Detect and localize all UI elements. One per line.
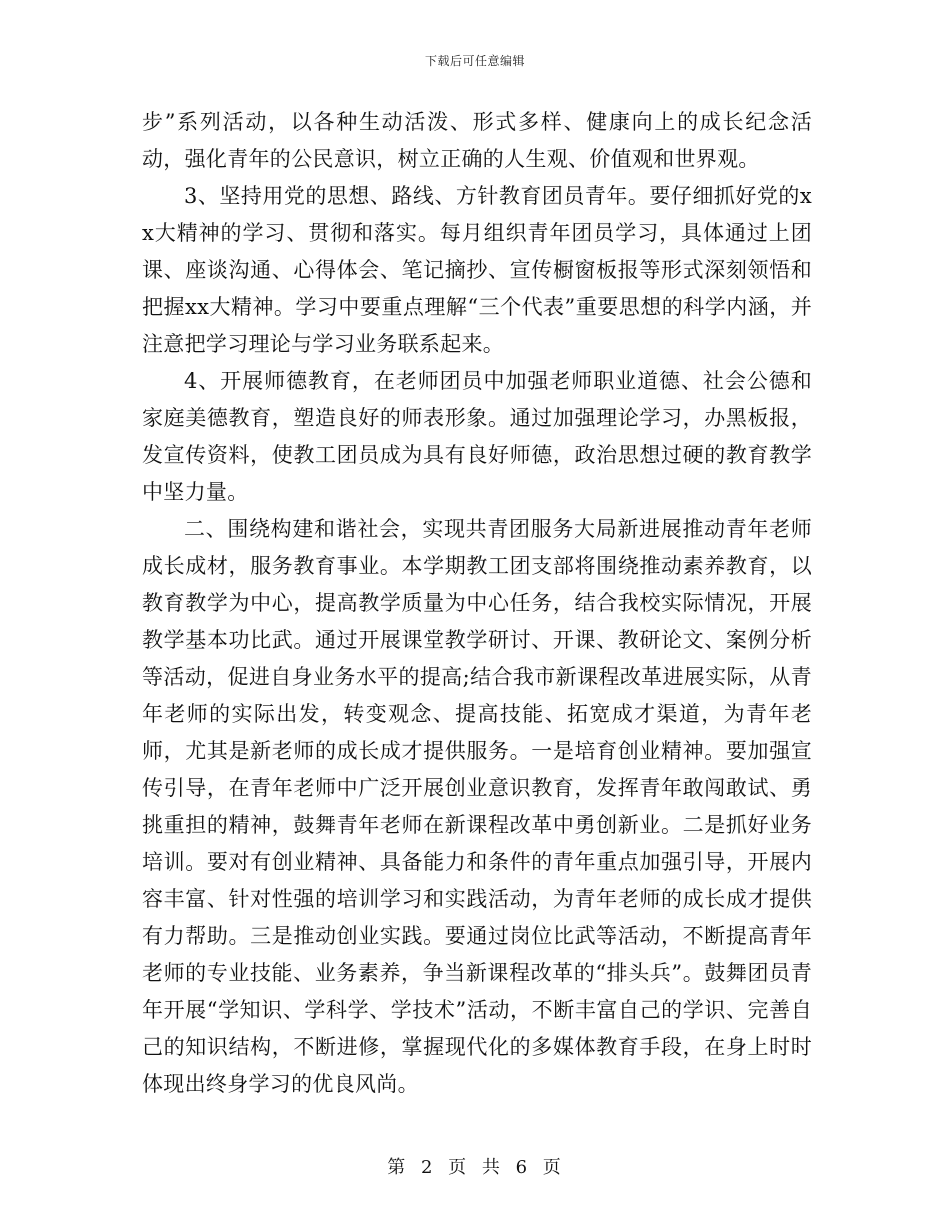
paragraph-item-3: 3、坚持用党的思想、路线、方针教育团员青年。要仔细抓好党的xx大精神的学习、贯彻和落实。每月组织青年团员学习，具体通过上团课、座谈沟通、心得体会、笔记摘抄、宣传橱窗板报等形式深刻领悟和把握xx大精神。学习中要重点理解“三个代表”重要思想的科学内涵，并注意把学习理论与学习业务联系起来。 [142, 184, 812, 356]
page-header: 下载后可任意编辑 [424, 54, 525, 68]
document-body [142, 104, 812, 1103]
page-number: 第 2 页 共 6 页 [387, 1157, 563, 1178]
paragraph-item-4: 4、开展师德教育，在老师团员中加强老师职业道德、社会公德和家庭美德教育，塑造良好的师表形象。通过加强理论学习，办黑板报，发宣传资料，使教工团员成为具有良好师德，政治思想过硬的教育教学中坚力量。 [142, 369, 812, 504]
paragraph-continuation: 步”系列活动，以各种生动活泼、形式多样、健康向上的成长纪念活动，强化青年的公民意识，树立正确的人生观、价值观和世界观。 [142, 110, 812, 171]
paragraph-section-2: 二、围绕构建和谐社会，实现共青团服务大局新进展推动青年老师成长成材，服务教育事业。本学期教工团支部将围绕推动素养教育，以教育教学为中心，提高教学质量为中心任务，结合我校实际情况，开展教学基本功比武。通过开展课堂教学研讨、开课、教研论文、案例分析等活动，促进自身业务水平的提高;结合我市新课程改革进展实际，从青年老师的实际出发，转变观念、提高技能、拓宽成才渠道，为青年老师，尤其是新老师的成长成才提供服务。一是培育创业精神。要加强宣传引导，在青年老师中广泛开展创业意识教育，发挥青年敢闯敢试、勇挑重担的精神，鼓舞青年老师在新课程改革中勇创新业。二是抓好业务培训。要对有创业精神、具备能力和条件的青年重点加强引导，开展内容丰富、针对性强的培训学习和实践活动，为青年老师的成长成才提供有力帮助。三是推动创业实践。要通过岗位比武等活动，不断提高青年老师的专业技能、业务素养，争当新课程改革的“排头兵”。鼓舞团员青年开展“学知识、学科学、学技术”活动，不断丰富自己的学识、完善自己的知识结构，不断进修，掌握现代化的多媒体教育手段，在身上时时体现出终身学习的优良风尚。 [142, 517, 812, 1096]
